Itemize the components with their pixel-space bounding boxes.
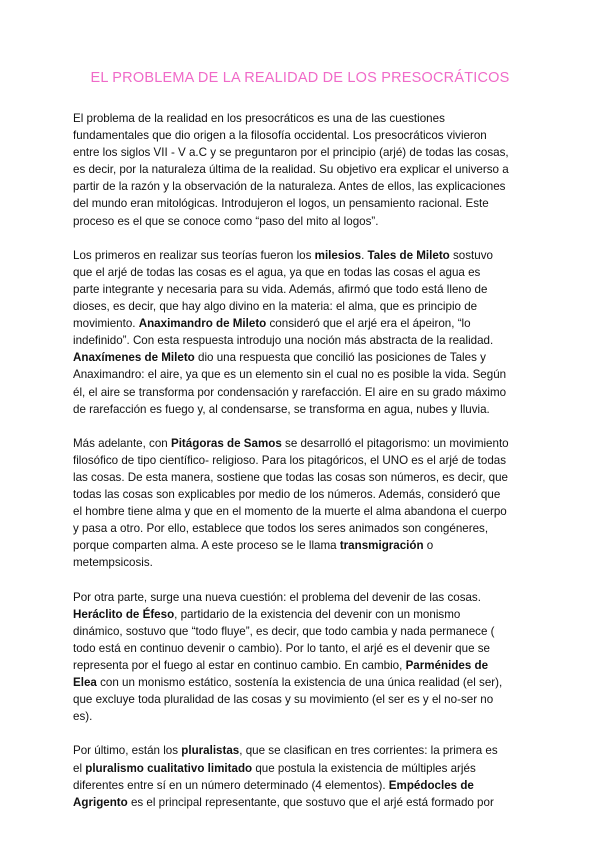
text-run: Por otra parte, surge una nueva cuestión: el problema del devenir de las cosas. <box>73 590 481 604</box>
paragraph <box>73 247 529 418</box>
text-run: movimiento. <box>73 317 139 331</box>
text-run: de rarefacción es fuego y, al condensarse, se transforma en agua, nubes y lluvia. <box>73 402 490 416</box>
bold-term: Anaxímenes de Mileto <box>73 351 195 365</box>
text-run: es). <box>73 710 93 724</box>
bold-term: Tales de Mileto <box>367 248 450 262</box>
bold-term: Pitágoras de Samos <box>170 436 282 450</box>
bold-term: Anaximandro de Mileto <box>138 317 267 331</box>
text-line <box>73 315 529 332</box>
text-line <box>73 247 529 264</box>
text-run: consideró que el arjé era el ápeiron, “lo <box>266 317 471 331</box>
bold-term: Elea <box>73 676 97 690</box>
text-line <box>73 144 529 161</box>
text-line <box>73 127 529 144</box>
text-run: es el principal representante, que sostuvo que el arjé está formado por <box>127 795 494 809</box>
text-run: indefinido”. Con esta respuesta introdujo una noción más abstracta de la realidad. <box>73 334 494 348</box>
text-line <box>73 435 529 452</box>
bold-term: milesios <box>314 248 362 262</box>
text-run: se desarrolló el pitagorismo: un movimiento <box>281 436 509 450</box>
text-line <box>73 537 529 554</box>
text-run: fundamentales que dio origen a la filosofía occidental. Los presocráticos vivieron <box>73 129 487 143</box>
text-run: representa por el fuego al estar en continuo cambio. En cambio, <box>73 659 406 672</box>
text-run: , que se clasifican en tres corrientes: la primera es <box>239 744 498 758</box>
paragraph <box>73 742 529 810</box>
paragraph <box>73 589 529 726</box>
document-body <box>73 110 529 828</box>
text-run: el hombre tiene alma y que en el momento de la muerte el alma abandona el cuerpo <box>73 505 507 519</box>
text-line <box>73 401 529 418</box>
text-run: proceso es el que se conoce como “paso del mito al logos”. <box>73 214 379 228</box>
text-line <box>73 213 529 230</box>
text-run: porque comparten alma. A este proceso se le llama <box>73 539 340 553</box>
document-title: EL PROBLEMA DE LA REALIDAD DE LOS PRESOCRÁTICOS <box>90 70 510 86</box>
text-line <box>73 195 529 212</box>
text-run: que postula la existencia de múltiples arjés <box>252 761 476 775</box>
paragraph <box>73 110 529 230</box>
text-line <box>73 264 529 281</box>
bold-term: Empédocles de <box>388 778 474 792</box>
text-line <box>73 691 529 708</box>
text-run: todas las cosas son explicables por medio de los números. Además, consideró que <box>73 488 501 502</box>
text-run: , partidario de la existencia del devenir con un monismo <box>174 607 461 621</box>
text-line <box>73 520 529 537</box>
text-line <box>73 366 529 383</box>
text-run: dinámico, sostuvo que “todo fluye”, es decir, que todo cambia y nada permanece ( <box>73 624 495 638</box>
text-line <box>73 161 529 178</box>
text-run: partir de la razón y la observación de la naturaleza. Antes de ellos, las explicaciones <box>73 180 506 194</box>
text-line <box>73 452 529 469</box>
bold-term: transmigración <box>339 539 424 553</box>
text-run: él, el aire se transforma por condensación y rarefacción. El aire en su grado máximo <box>73 385 507 399</box>
bold-term: pluralistas <box>181 744 240 758</box>
text-run: las cosas. De esta manera, sostiene que todas las cosas son números, es decir, que <box>73 470 509 484</box>
text-line <box>73 657 529 674</box>
text-run: entre los siglos VII - V a.C y se preguntaron por el principio (arjé) de todas las cosas, <box>73 146 509 160</box>
text-line <box>73 794 529 811</box>
text-line <box>73 110 529 127</box>
text-run: que el arjé de todas las cosas es el agua, ya que en todas las cosas el agua es <box>73 265 481 279</box>
text-line <box>73 469 529 486</box>
text-line <box>73 640 529 657</box>
text-run: Por último, están los <box>73 744 182 758</box>
text-run: filosófico de tipo científico- religioso. Para los pitagóricos, el UNO es el arjé de todas <box>73 453 507 467</box>
text-run: Más adelante, con <box>73 436 171 450</box>
text-run: dio una respuesta que concilió las posiciones de Tales y <box>194 351 486 365</box>
text-line <box>73 298 529 315</box>
bold-term: Heráclito de Éfeso <box>73 607 175 621</box>
text-run: es decir, por la naturaleza última de la realidad. Su objetivo era explicar el universo a <box>73 163 509 177</box>
text-line <box>73 760 529 777</box>
text-run: diferentes entre sí en un número determinado (4 elementos). <box>73 778 389 792</box>
paragraph <box>73 435 529 572</box>
text-line <box>73 332 529 349</box>
text-run: El problema de la realidad en los presocráticos es una de las cuestiones <box>73 112 445 125</box>
text-run: dioses, es decir, que hay algo divino en la materia: el alma, que es principio de <box>73 300 478 314</box>
text-run: y pasa a otro. Por ello, establece que todos los seres animados son congéneres, <box>73 522 489 536</box>
text-run: todo está en continuo devenir o cambio). Por lo tanto, el arjé es el devenir que se <box>73 641 490 655</box>
text-line <box>73 742 529 759</box>
text-line <box>73 384 529 401</box>
text-run: . <box>361 248 368 262</box>
text-run: con un monismo estático, sostenía la existencia de una única realidad (el ser), <box>96 676 503 690</box>
text-run: sostuvo <box>449 248 493 262</box>
text-line <box>73 589 529 606</box>
text-line <box>73 554 529 571</box>
text-run: que excluye toda pluralidad de las cosas y su movimiento (el ser es y el no-ser no <box>73 693 494 707</box>
text-line <box>73 486 529 503</box>
text-line <box>73 178 529 195</box>
text-run: metempsicosis. <box>73 556 153 570</box>
text-run: Anaximandro: el aire, ya que es un elemento sin el cual no es posible la vida. Según <box>73 368 507 382</box>
bold-term: Agrigento <box>73 795 128 809</box>
text-line <box>73 503 529 520</box>
bold-term: pluralismo cualitativo limitado <box>85 761 253 775</box>
text-run: parte integrante y necesaria para su vida. Además, afirmó que todo está lleno de <box>73 282 488 296</box>
text-run: del mundo eran mitológicas. Introdujeron el logos, un pensamiento racional. Este <box>73 197 489 211</box>
text-line <box>73 281 529 298</box>
text-line <box>73 349 529 366</box>
text-line <box>73 674 529 691</box>
bold-term: Parménides de <box>405 659 489 672</box>
text-run: el <box>73 761 86 775</box>
text-line <box>73 606 529 623</box>
text-run: o <box>423 539 434 553</box>
text-run: Los primeros en realizar sus teorías fueron los <box>73 248 315 262</box>
text-line <box>73 777 529 794</box>
text-line <box>73 623 529 640</box>
text-line <box>73 708 529 725</box>
